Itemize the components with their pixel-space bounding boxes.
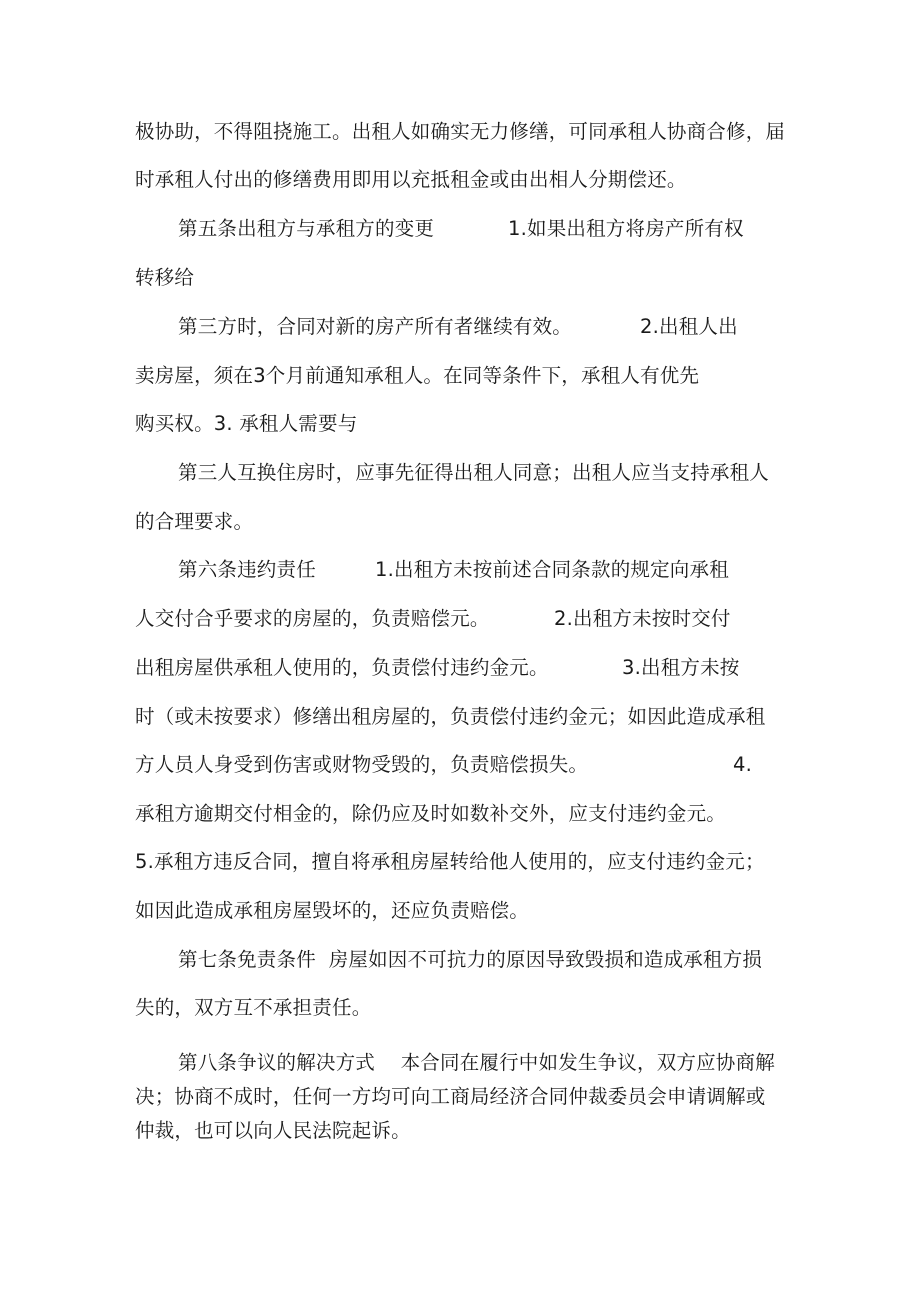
article-8-heading: 第八条争议的解决方式 本合同在履行中如发生争议，双方应协商解	[178, 1051, 775, 1074]
text-line: 5.承租方违反合同，擅自将承租房屋转给他人使用的，应支付违约金元；	[135, 850, 765, 873]
text-line: 卖房屋，须在3个月前通知承租人。在同等条件下，承租人有优先	[135, 364, 700, 387]
text-segment: 4.	[733, 753, 753, 776]
text-line: 转移给	[135, 266, 195, 289]
text-line: 仲裁，也可以向人民法院起诉。	[135, 1119, 411, 1142]
text-line: 购买权。3. 承租人需要与	[135, 412, 358, 435]
text-line: 第三方时，合同对新的房产所有者继续有效。	[178, 315, 573, 338]
text-line: 决；协商不成时，任何一方均可向工商局经济合同仲裁委员会申请调解或	[135, 1085, 766, 1108]
text-line: 如因此造成承租房屋毁坏的，还应负责赔偿。	[135, 899, 530, 922]
text-line: 极协助，不得阻挠施工。出租人如确实无力修缮，可同承租人协商合修，届	[135, 120, 786, 143]
text-segment: 1.如果出租方将房产所有权	[508, 217, 744, 240]
article-7-heading: 第七条免责条件 房屋如因不可抗力的原因导致毁损和造成承租方损	[178, 948, 763, 971]
text-line: 人交付合乎要求的房屋的，负责赔偿元。	[135, 607, 490, 630]
article-5-heading: 第五条出租方与承租方的变更	[178, 217, 435, 240]
text-segment: 2.出租人出	[640, 315, 738, 338]
text-segment: 1.出租方未按前述合同条款的规定向承租	[375, 558, 729, 581]
text-line: 失的，双方互不承担责任。	[135, 996, 372, 1019]
text-line: 的合理要求。	[135, 510, 254, 533]
text-line: 时（或未按要求）修缮出租房屋的，负责偿付违约金元；如因此造成承租	[135, 705, 766, 728]
article-6-heading: 第六条违约责任	[178, 558, 316, 581]
text-segment: 3.出租方未按	[622, 656, 740, 679]
text-line: 时承租人付出的修缮费用即用以充抵租金或由出相人分期偿还。	[135, 168, 687, 191]
text-line: 第三人互换住房时，应事先征得出租人同意；出租人应当支持承租人	[178, 461, 770, 484]
text-line: 出租房屋供承租人使用的，负责偿付违约金元。	[135, 656, 549, 679]
text-line: 方人员人身受到伤害或财物受毁的，负责赔偿损失。	[135, 753, 589, 776]
text-line: 承租方逾期交付相金的，除仍应及时如数补交外，应支付违约金元。	[135, 802, 727, 825]
text-segment: 2.出租方未按时交付	[554, 607, 731, 630]
